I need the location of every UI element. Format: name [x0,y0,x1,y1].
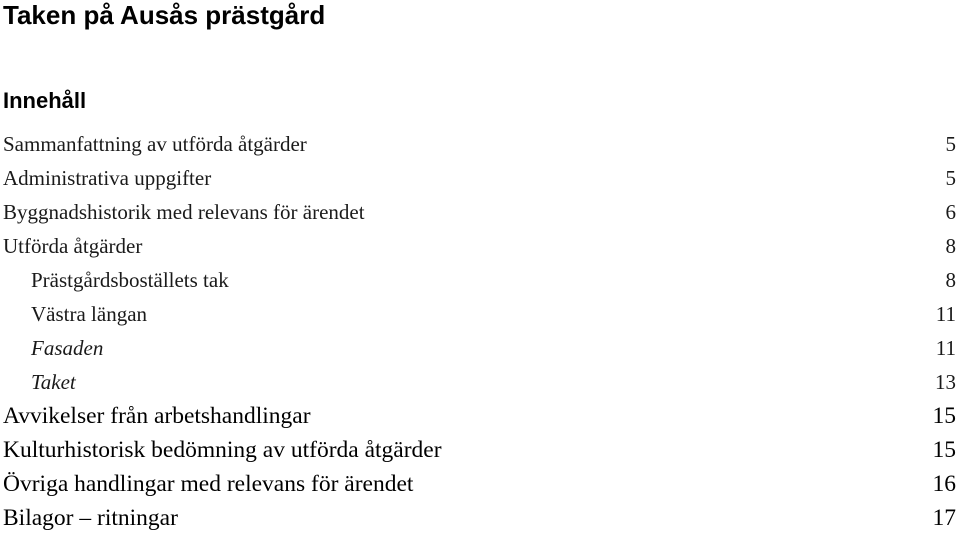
toc-entry[interactable] [0,195,959,229]
toc-entry[interactable] [0,229,959,263]
toc-entry-title: Kulturhistorisk bedömning av utförda åtgärder [3,437,442,463]
toc-entry-page-number: 15 [932,403,956,429]
toc-subentry[interactable] [0,331,959,365]
toc-entry-page-number: 17 [932,505,956,531]
document-title: Taken på Ausås prästgård [3,0,326,30]
toc-entry[interactable] [0,127,959,161]
toc-entry-page-number: 8 [945,268,956,292]
toc-entry-page-number: 6 [945,200,956,224]
toc-entry-title: Fasaden [31,336,104,360]
toc-subentry[interactable] [0,365,959,399]
toc-entry-page-number: 15 [932,437,956,463]
toc-entry-title: Administrativa uppgifter [3,166,212,190]
toc-entry-title: Övriga handlingar med relevans för ärendet [3,471,414,497]
toc-entry-title: Västra längan [31,302,148,326]
toc-entry-page-number: 13 [935,370,956,394]
toc-entry-page-number: 16 [932,471,956,497]
toc-entry-title: Sammanfattning av utförda åtgärder [3,132,307,156]
toc-entry[interactable] [0,501,959,535]
toc-subentry[interactable] [0,263,959,297]
toc-entry[interactable] [0,467,959,501]
toc-entry-page-number: 11 [935,302,956,326]
toc-entry-page-number: 8 [945,234,956,258]
toc-heading: Innehåll [3,88,87,113]
toc-entry-page-number: 5 [945,132,956,156]
toc-entry-title: Bilagor – ritningar [3,505,178,531]
toc-subentry[interactable] [0,297,959,331]
toc-entry[interactable] [0,433,959,467]
toc-entry-title: Avvikelser från arbetshandlingar [3,403,311,429]
toc-entry-title: Utförda åtgärder [3,234,143,258]
toc-entry-page-number: 5 [945,166,956,190]
toc-entry-title: Taket [31,370,76,394]
toc-entry-page-number: 11 [935,336,956,360]
toc-entry-title: Byggnadshistorik med relevans för ärendet [3,200,365,224]
table-of-contents [0,127,959,535]
toc-entry[interactable] [0,161,959,195]
toc-entry[interactable] [0,399,959,433]
toc-entry-title: Prästgårdsboställets tak [31,268,229,292]
